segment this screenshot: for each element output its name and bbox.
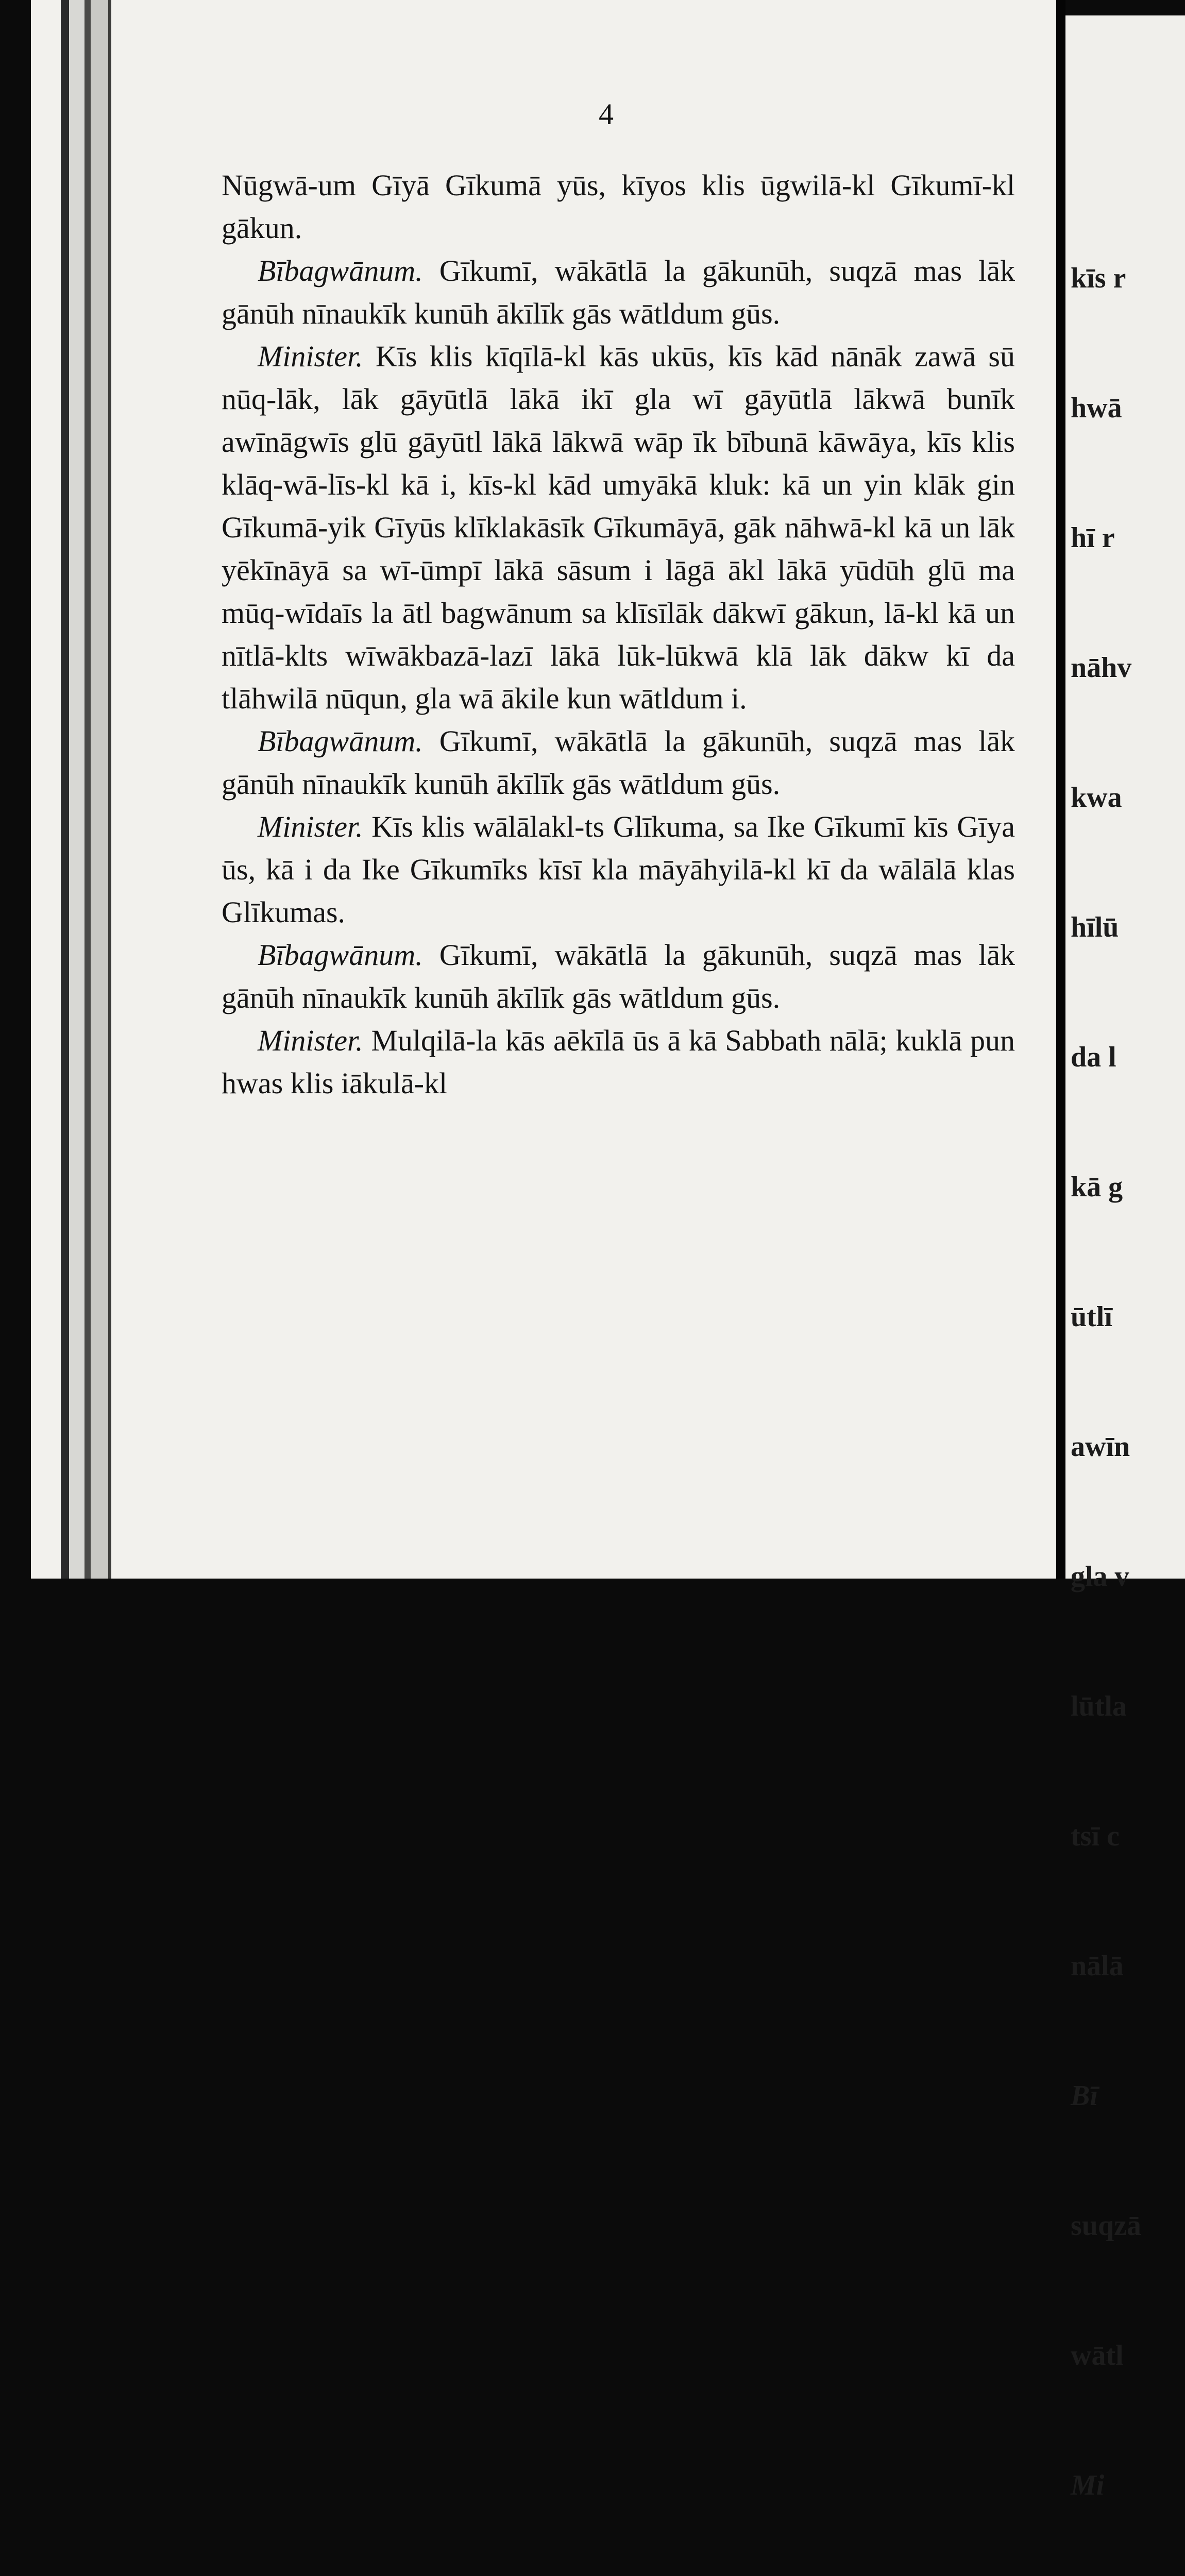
speaker-label: Minister. <box>258 810 363 843</box>
fragment-line: lūtla <box>1071 1690 1127 1722</box>
paragraph-text: Gīkumī, wākātlā la gākunūh, suqzā mas lāk gānūh nīnaukīk kunūh ākīlīk gās wātldum gūs. <box>222 254 1015 330</box>
fragment-line: nāhv <box>1071 652 1132 684</box>
speaker-label: Bībagwānum. <box>258 724 423 758</box>
paragraph <box>222 249 1015 335</box>
paragraph-text: Kīs klis wālālakl-ts Glīkuma, sa Ike Gīkumī kīs Gīya ūs, kā i da Ike Gīkumīks kīsī kla māyāhyilā-kl kī da wālālā klas Glīkumas. <box>222 810 1015 929</box>
paragraph-text: Mulqilā-la kās aēkīlā ūs ā kā Sabbath nālā; kuklā pun hwas klis iākulā-kl <box>222 1024 1015 1100</box>
fragment-line: awīn <box>1071 1431 1130 1463</box>
book-gutter <box>1056 0 1065 1579</box>
binding-stripe <box>84 0 91 1579</box>
page-number: 4 <box>599 97 614 131</box>
right-page-lines <box>1071 170 1141 2576</box>
fragment-line: hwā <box>1071 392 1122 424</box>
fragment-line: hī r <box>1071 522 1115 554</box>
binding-stripe <box>91 0 108 1579</box>
fragment-line: nālā <box>1071 1950 1124 1982</box>
fragment-line: kā g <box>1071 1171 1123 1203</box>
binding-stripe <box>69 0 84 1579</box>
paragraph <box>222 164 1015 249</box>
paragraph <box>222 934 1015 1019</box>
paragraph-text: Nūgwā-um Gīyā Gīkumā yūs, kīyos klis ūgwilā-kl Gīkumī-kl gākun. <box>222 168 1015 245</box>
paragraph <box>222 720 1015 805</box>
speaker-label: Bībagwānum. <box>258 938 423 972</box>
fragment-line: wātl <box>1071 2340 1124 2371</box>
paragraph-text: Gīkumī, wākātlā la gākunūh, suqzā mas lāk gānūh nīnaukīk kunūh ākīlīk gās wātldum gūs. <box>222 938 1015 1014</box>
fragment-line: Mi <box>1071 2469 1105 2501</box>
fragment-line: Bī <box>1071 2080 1098 2112</box>
paragraph <box>222 335 1015 720</box>
paragraph <box>222 805 1015 934</box>
fragment-line: ūtlī <box>1071 1301 1112 1333</box>
fragment-line: da l <box>1071 1041 1116 1073</box>
body-text <box>222 164 1015 1105</box>
right-page-fragment <box>1065 15 1185 2501</box>
fragment-line: tsī c <box>1071 1820 1120 1852</box>
speaker-label: Minister. <box>258 340 363 373</box>
paragraph-text: Kīs klis kīqīlā-kl kās ukūs, kīs kād nānāk zawā sū nūq-lāk, lāk gāyūtlā lākā ikī gla wī gāyūtlā lākwā bunīk awīnāgwīs glū gāyūtl lākā lākwā wāp īk bībunā kāwāya, kīs klis klāq-wā-līs-kl kā i, kīs-kl kād umyākā kluk: kā un yin klāk gin Gīkumā-yik Gīyūs klīklakāsīk Gīkumāyā, gāk nāhwā-kl kā un lāk yēkīnāyā sa wī-ūmpī lākā sāsum i lāgā ākl lākā yūdūh glū ma mūq-wīdaīs la ātl bagwānum sa klīsīlāk dākwī gākun, lā-kl kā un nītlā-klts wīwākbazā-lazī lākā lūk-lūkwā klā lāk dākw kī da tlāhwilā nūqun, gla wā ākile kun wātldum i. <box>222 340 1015 715</box>
fragment-line: gla v <box>1071 1561 1129 1592</box>
speaker-label: Minister. <box>258 1024 363 1057</box>
fragment-line: kwa <box>1071 782 1122 814</box>
fragment-line: kīs r <box>1071 262 1126 294</box>
fragment-line: hīlū <box>1071 911 1119 943</box>
paragraph <box>222 1019 1015 1105</box>
fragment-line: suqzā <box>1071 2210 1141 2242</box>
speaker-label: Bībagwānum. <box>258 254 423 287</box>
binding-stripe <box>108 0 111 1579</box>
binding-stripe <box>61 0 69 1579</box>
paragraph-text: Gīkumī, wākātlā la gākunūh, suqzā mas lāk gānūh nīnaukīk kunūh ākīlīk gās wātldum gūs. <box>222 724 1015 801</box>
